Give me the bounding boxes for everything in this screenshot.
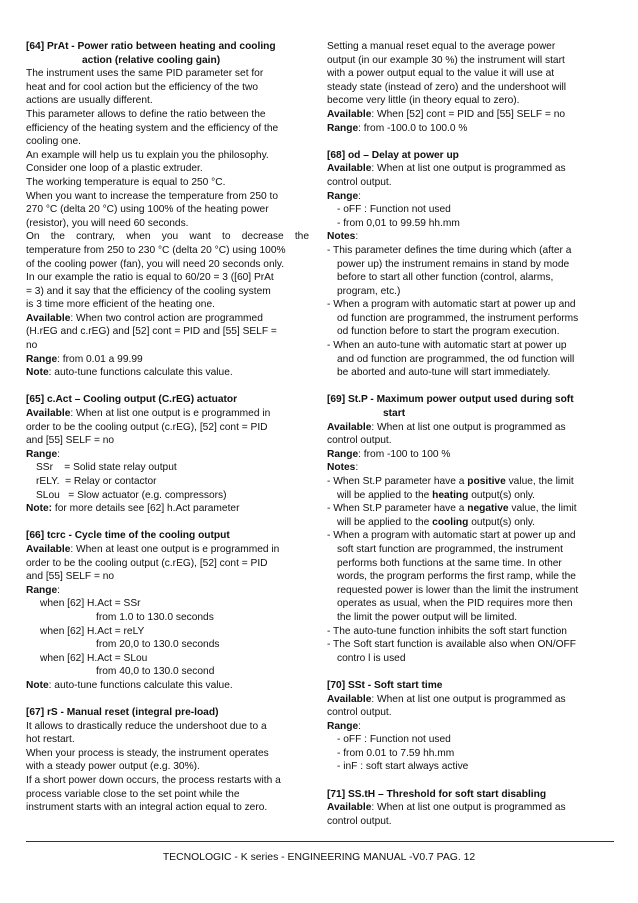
body-line: is 3 time more efficient of the heating one. [26,299,215,311]
body-line: cooling one. [26,136,81,148]
body-line: When you want to increase the temperature from 250 to [26,190,278,202]
note-text: od function are programmed, the instrument performs [337,312,579,324]
right-column [327,40,614,842]
note-line: Note: auto-tune functions calculate this value. [26,367,233,379]
footer-divider [26,841,614,842]
body-line: with a power output equal to the value it will use at [327,68,555,80]
section-70-sst [327,679,614,774]
body-line: control output. [327,707,392,719]
range-condition: when [62] H.Act = SLou [40,652,148,664]
note-text: requested power is lower than the limit the instrument [337,584,579,596]
body-line: control output. [327,815,392,827]
section-67-title: [67] rS - Manual reset (integral pre-load) [26,707,219,719]
range-option: SSr = Solid state relay output [36,462,177,474]
note-text: contro l is used [337,652,406,664]
body-line: When your process is steady, the instrument operates [26,747,269,759]
note-text: - When a program with automatic start at power up and [327,299,576,311]
note-text: before to start all other function (control, alarms, [337,272,554,284]
range-option: - from 0.01 to 7.59 hh.mm [337,747,455,759]
note-text: - When St.P parameter have a positive value, the limit [327,476,574,487]
body-line: An example will help us tu explain you the philosophy. [26,149,269,161]
range-line: Range: from -100.0 to 100.0 % [327,122,468,134]
note-text: program, etc.) [337,285,401,297]
body-line: (H.rEG and c.rEG) and [52] cont = PID and [55] SELF = [26,326,277,338]
body-line: control output. [327,435,392,447]
body-line: control output. [327,176,392,188]
note-text: power up) the instrument remains in stand by mode [337,258,570,270]
range-condition: when [62] H.Act = SSr [40,598,141,610]
note-item [327,244,614,298]
note-item [327,339,614,380]
range-line: Range: [26,584,60,596]
section-67-rs [26,706,309,815]
body-line: Setting a manual reset equal to the average power [327,41,556,52]
note-text: and od function are programmed, the od function will [337,353,575,365]
left-column [26,40,309,828]
body-line: with a steady power output (e.g. 30%). [26,761,200,773]
section-67-continued [327,40,614,135]
body-line: Consider one loop of a plastic extruder. [26,163,203,175]
note-text: - The Soft start function is available also when ON/OFF [327,639,576,651]
body-line: hot restart. [26,734,75,746]
body-line: order to be the cooling output (c.rEG), [52] cont = PID [26,421,268,433]
available-line: Available: When [52] cont = PID and [55] SELF = no [327,108,566,120]
range-option: rELY. = Relay or contactor [36,476,157,487]
body-line: temperature from 250 to 230 °C (delta 20 °C) using 100% [26,244,286,256]
body-line: actions are usually different. [26,95,153,107]
note-text: be aborted and auto-tune will start immediately. [337,367,551,379]
note-text: - The auto-tune function inhibits the soft start function [327,625,567,637]
note-text: will be applied to the cooling output(s) only. [337,516,536,528]
section-66-title: [66] tcrc - Cycle time of the cooling output [26,530,230,542]
body-line: of the cooling power (fan), you will need 20 seconds only. [26,258,285,270]
section-65-cact [26,393,309,515]
body-line: If a short power down occurs, the process restarts with a [26,775,281,787]
section-69-title: [69] St.P - Maximum power output used during soft start [327,394,574,420]
body-line: become very little (in theory equal to zero). [327,95,520,107]
section-69-stp [327,393,614,665]
body-line: On the contrary, when you want to decrease the [26,231,309,243]
body-line: instrument starts with an integral action equal to zero. [26,802,268,814]
note-text: soft start function are programmed, the instrument [337,543,563,555]
range-option: SLou = Slow actuator (e.g. compressors) [36,489,227,501]
note-text: operates as usual, when the PID requires more then [337,598,573,610]
section-66-tcrc [26,529,309,692]
body-line: steady state (instead of zero) and the undershoot will [327,81,566,93]
body-line: The instrument uses the same PID parameter set for [26,68,264,80]
note-item [327,298,614,339]
available-line: Available: When at list one output is programmed as [327,693,566,705]
range-option: - from 0,01 to 99.59 hh.mm [337,217,460,229]
available-line: Available: When at list one output is e programmed in [26,408,271,420]
note-line: Note: for more details see [62] h.Act parameter [26,503,240,515]
note-text: the limit the power output will be limited. [337,611,518,623]
body-line: process variable close to the set point while the [26,788,240,800]
body-line: It allows to drastically reduce the undershoot due to a [26,720,267,732]
available-line: Available: When at list one output is programmed as [327,163,566,175]
body-line: no [26,340,38,352]
range-line: Range: from -100 to 100 % [327,448,451,460]
note-text: - This parameter defines the time during which (after a [327,244,572,256]
note-item [327,625,614,639]
body-line: output (in our example 30 %) the instrument will start [327,54,565,66]
notes-line: Notes: [327,462,359,474]
range-value: from 1.0 to 130.0 seconds [96,611,214,623]
available-line: Available: When two control action are programmed [26,312,263,324]
section-64-prat [26,40,309,380]
note-text: - When St.P parameter have a negative value, the limit [327,503,577,515]
body-line: heat and for cool action but the efficiency of the two [26,81,259,93]
body-line: (resistor), you will need 60 seconds. [26,217,189,229]
body-line: This parameter allows to define the ratio between the [26,108,266,120]
range-option: - oFF : Function not used [337,734,451,746]
available-line: Available: When at list one output is programmed as [327,802,566,814]
note-text: - When an auto-tune with automatic start at power up [327,340,567,352]
body-line: and [55] SELF = no [26,571,115,583]
range-value: from 40,0 to 130.0 second [96,666,215,678]
body-line: and [55] SELF = no [26,435,115,447]
section-68-title: [68] od – Delay at power up [327,149,459,161]
section-64-title: [64] PrAt - Power ratio between heating and cooling action (relative cooling gain) [26,41,276,66]
available-line: Available: When at least one output is e programmed in [26,543,280,555]
range-condition: when [62] H.Act = reLY [40,625,145,637]
body-line: 270 °C (delta 20 °C) using 100% of the heating power [26,204,269,216]
section-70-title: [70] SSt - Soft start time [327,679,443,691]
body-line: = 3) and it say that the efficiency of the cooling system [26,285,271,297]
range-option: - inF : soft start always active [337,761,469,773]
range-line: Range: [26,448,60,460]
body-line: In our example the ratio is equal to 60/20 = 3 ([60] PrAt [26,272,274,284]
body-line: efficiency of the heating system and the efficiency of the [26,122,279,134]
note-text: will be applied to the heating output(s) only. [337,489,536,501]
note-text: - When a program with automatic start at power up and [327,530,576,542]
body-line: order to be the cooling output (c.rEG), [52] cont = PID [26,557,268,569]
section-71-title: [71] SS.tH – Threshold for soft start disabling [327,788,547,800]
note-line: Note: auto-tune functions calculate this value. [26,679,233,691]
range-line: Range: [327,190,361,202]
section-68-od [327,149,614,380]
range-option: - oFF : Function not used [337,204,451,216]
page-footer: TECNOLOGIC - K series - ENGINEERING MANUAL -V0.7 PAG. 12 [162,852,476,863]
section-71-ssth [327,788,614,829]
note-text: od function before to start the program execution. [337,326,560,338]
notes-line: Notes: [327,231,359,243]
note-item [327,529,614,624]
note-text: performs both functions at the same time. In other [337,557,562,569]
available-line: Available: When at list one output is programmed as [327,421,566,433]
range-line: Range: from 0.01 a 99.99 [26,353,143,365]
note-text: words, the program performs the first ramp, while the [337,571,576,583]
section-65-title: [65] c.Act – Cooling output (C.rEG) actuator [26,394,238,406]
range-line: Range: [327,720,361,732]
note-item [327,638,614,665]
body-line: The working temperature is equal to 250 °C. [26,176,226,188]
range-value: from 20,0 to 130.0 seconds [96,639,220,651]
